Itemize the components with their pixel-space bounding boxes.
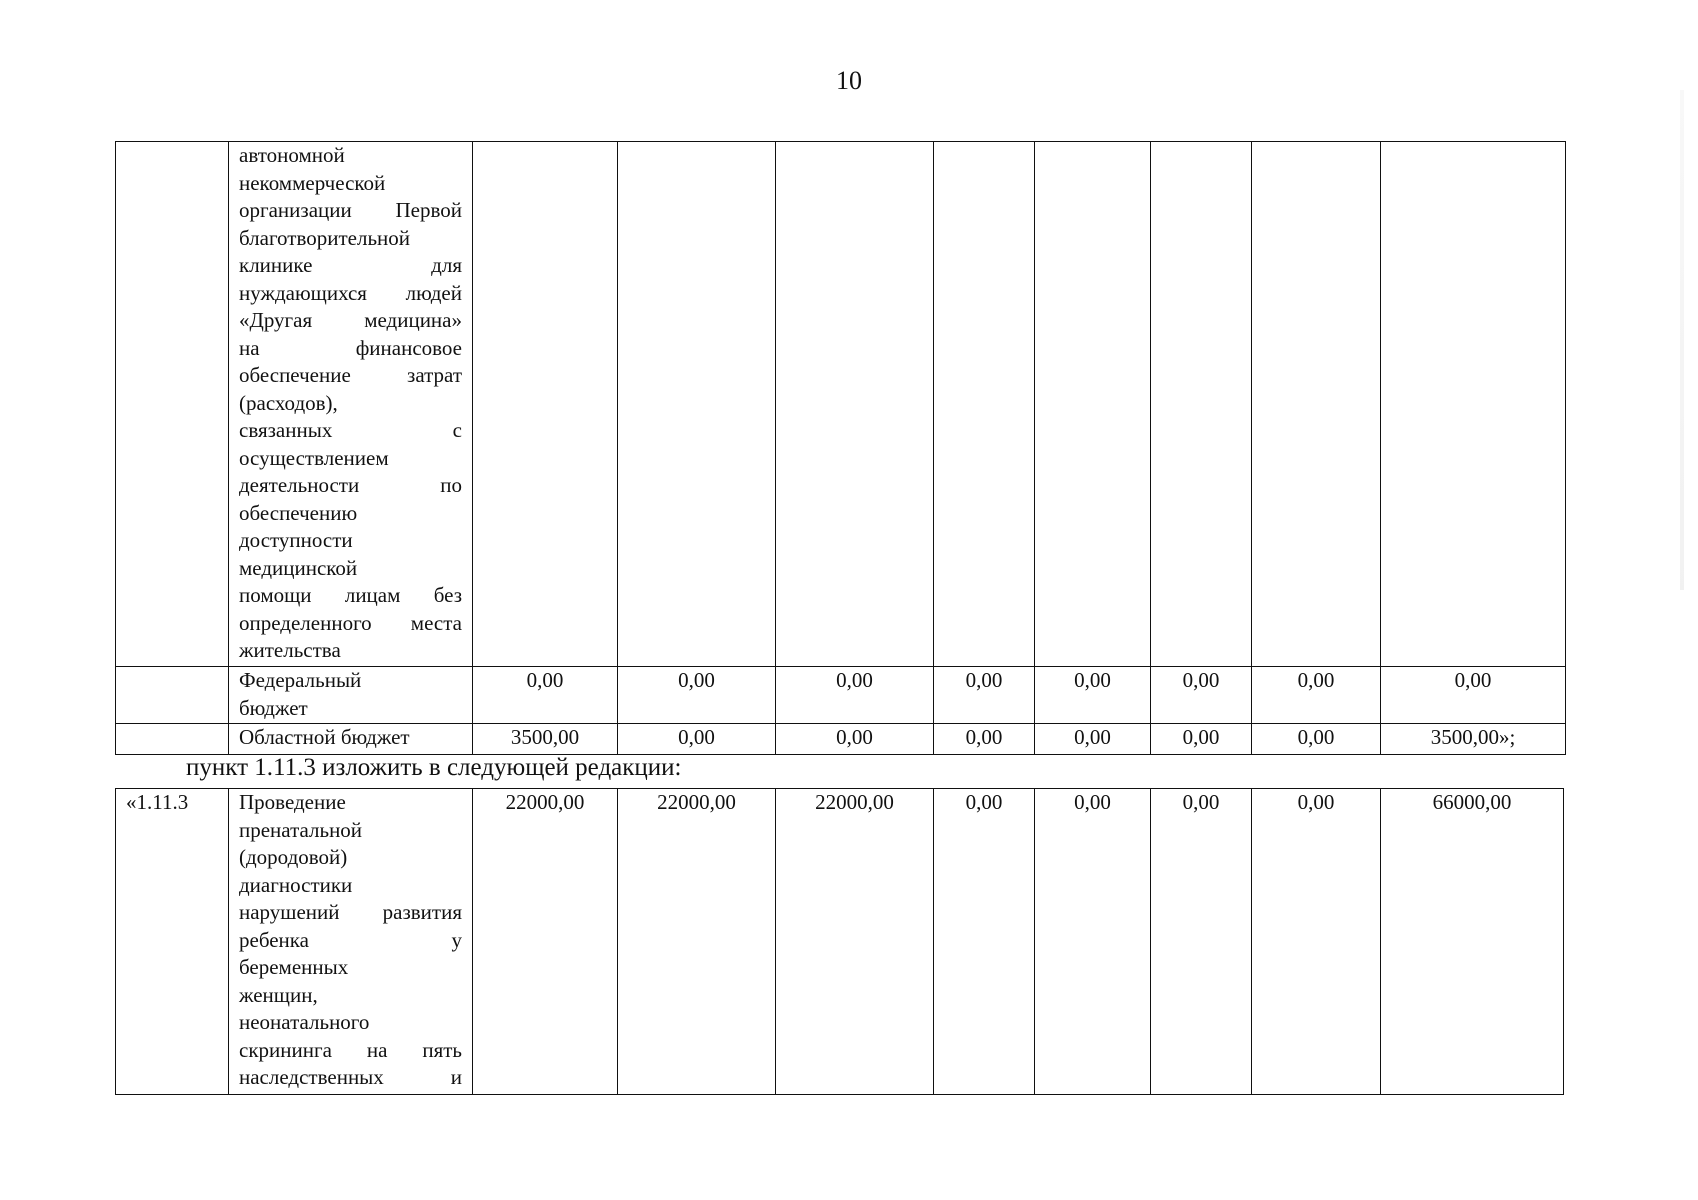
value-cell: 0,00 (618, 724, 776, 755)
row-label: Областной бюджет (229, 724, 473, 755)
description-line: организации Первой (239, 198, 462, 222)
value-cell: 22000,00 (473, 789, 618, 1095)
value-cell: 3500,00 (473, 724, 618, 755)
row-label-line: бюджет (239, 695, 308, 720)
budget-table-continuation (115, 141, 1566, 755)
value-cell (1252, 142, 1381, 667)
code-cell (116, 724, 229, 755)
description-line: деятельности по (239, 473, 462, 497)
row-label (229, 667, 473, 724)
description-line: ребенка у (239, 927, 462, 952)
value-cell: 0,00 (776, 667, 934, 724)
row-label-line: Федеральный (239, 668, 362, 692)
value-cell (1035, 142, 1151, 667)
description-line: благотворительной (239, 225, 410, 250)
description-line: клинике для (239, 253, 462, 277)
value-cell: 0,00 (1252, 667, 1381, 724)
value-cell: 0,00 (934, 667, 1035, 724)
description-line: некоммерческой (239, 170, 386, 195)
value-cell (1151, 142, 1252, 667)
value-cell: 0,00 (1252, 789, 1381, 1095)
description-line: определенного места (239, 610, 462, 635)
description-line: обеспечение затрат (239, 363, 462, 387)
value-cell (1381, 142, 1566, 667)
description-cell (229, 142, 473, 667)
page-number: 10 (836, 66, 862, 95)
value-cell: 66000,00 (1381, 789, 1564, 1095)
description-line: диагностики (239, 872, 353, 897)
description-line: скрининга на пять (239, 1037, 462, 1062)
description-line: беременных (239, 955, 349, 979)
description-line: Проведение (239, 790, 346, 814)
description-line: наследственных и (239, 1065, 462, 1089)
description-line: на финансовое (239, 335, 462, 360)
code-cell (116, 142, 229, 667)
value-cell: 0,00 (473, 667, 618, 724)
table-row-federal-budget (116, 667, 1566, 724)
description-line: осуществлением (239, 445, 389, 470)
description-line: пренатальной (239, 817, 363, 842)
value-cell (473, 142, 618, 667)
value-cell (934, 142, 1035, 667)
value-cell: 3500,00»; (1381, 724, 1566, 755)
code-cell (116, 667, 229, 724)
value-cell: 0,00 (1035, 789, 1151, 1095)
amendment-text: пункт 1.11.3 изложить в следующей редакции: (186, 754, 682, 781)
description-line: неонатального (239, 1010, 370, 1034)
description-line: (расходов), (239, 390, 338, 415)
description-line: автономной (239, 143, 345, 167)
table-row (116, 789, 1564, 1095)
description-line: нарушений развития (239, 900, 462, 924)
value-cell: 0,00 (1151, 667, 1252, 724)
value-cell: 22000,00 (776, 789, 934, 1095)
value-cell (776, 142, 934, 667)
description-line: «Другая медицина» (239, 308, 462, 332)
value-cell: 0,00 (934, 724, 1035, 755)
value-cell: 0,00 (1035, 724, 1151, 755)
value-cell: 0,00 (934, 789, 1035, 1095)
value-cell: 22000,00 (618, 789, 776, 1095)
description-line: женщин, (239, 982, 318, 1007)
description-line: доступности (239, 528, 353, 552)
scan-edge-artifact (1680, 90, 1684, 590)
value-cell: 0,00 (776, 724, 934, 755)
item-code: «1.11.3 (116, 789, 229, 1095)
description-line: жительства (239, 638, 341, 662)
value-cell: 0,00 (1381, 667, 1566, 724)
value-cell: 0,00 (1252, 724, 1381, 755)
description-line: (дородовой) (239, 845, 348, 869)
value-cell: 0,00 (1151, 724, 1252, 755)
table-row (116, 142, 1566, 667)
description-cell (229, 789, 473, 1095)
description-line: помощи лицам без (239, 583, 462, 607)
value-cell (618, 142, 776, 667)
value-cell: 0,00 (618, 667, 776, 724)
description-line: связанных с (239, 418, 462, 442)
description-line: обеспечению (239, 500, 358, 525)
table-row-regional-budget (116, 724, 1566, 755)
budget-table-item-1-11-3 (115, 788, 1564, 1095)
value-cell: 0,00 (1151, 789, 1252, 1095)
value-cell: 0,00 (1035, 667, 1151, 724)
description-line: медицинской (239, 555, 358, 580)
description-line: нуждающихся людей (239, 280, 462, 305)
